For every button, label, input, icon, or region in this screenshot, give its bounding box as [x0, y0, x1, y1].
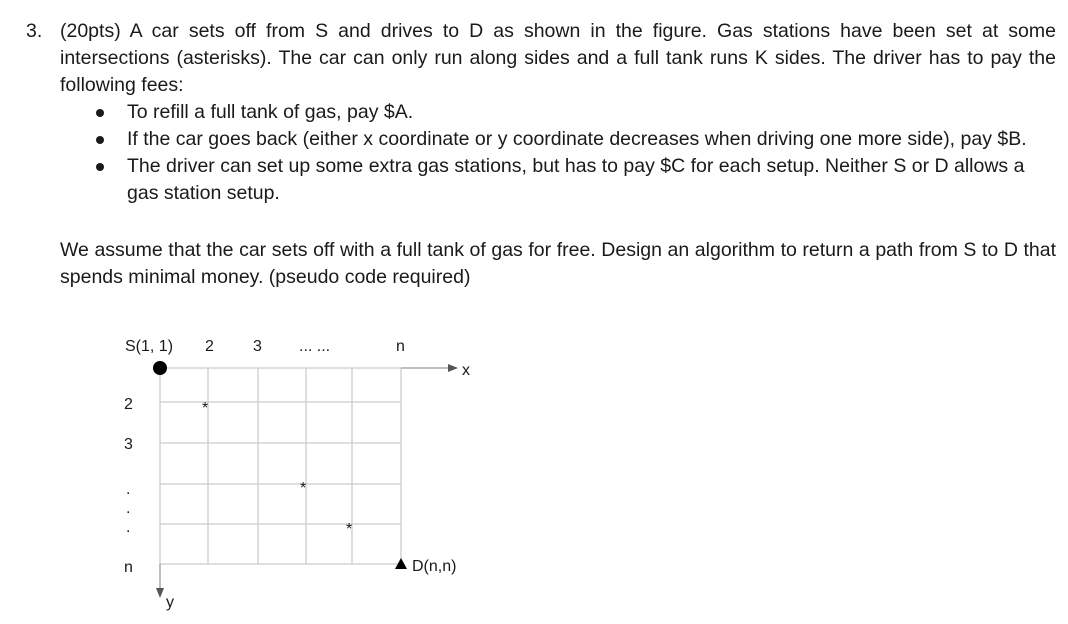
fee-item-text: If the car goes back (either x coordinate or y coordinate decreases when driving one more side), pay $B. [127, 128, 1027, 150]
question-closing: We assume that the car sets off with a full tank of gas for free. Design an algorithm to return a path from S to D that spends minimal money. (pseudo code required) [60, 239, 1056, 288]
start-point-marker [153, 361, 167, 375]
end-label: D(n,n) [412, 558, 457, 575]
left-labels [124, 396, 133, 576]
row-dot: . [126, 481, 131, 498]
gas-station-star-icon: * [300, 480, 307, 497]
x-axis [401, 362, 470, 379]
row-label: 2 [124, 396, 133, 413]
x-axis-arrow-icon [448, 364, 458, 372]
fee-item-text: The driver can set up some extra gas stations, but has to pay $C for each setup. Neither S or D allows a gas station setup. [127, 155, 1025, 204]
start-label: S(1, 1) [125, 338, 174, 355]
x-axis-label: x [462, 362, 470, 379]
y-axis-arrow-icon [156, 588, 164, 598]
y-axis [156, 564, 174, 611]
row-dot: . [126, 500, 131, 517]
question-number: 3. [26, 20, 43, 42]
gas-station-star-icon: * [346, 521, 353, 538]
grid-lines [160, 368, 401, 564]
column-label: 2 [205, 338, 214, 355]
row-dot: . [126, 519, 131, 536]
y-axis-label: y [166, 594, 174, 611]
row-label: n [124, 559, 133, 576]
question-intro: (20pts) A car sets off from S and drives to D as shown in the figure. Gas stations have been set at some intersections (asterisks). The car can only run along sides and a full tank runs K sides. The driver has to pay the following fees: [60, 20, 1056, 96]
column-label: 3 [253, 338, 262, 355]
gas-station-star-icon: * [202, 400, 209, 417]
gas-stations [202, 400, 352, 538]
row-label: 3 [124, 436, 133, 453]
column-label: n [396, 338, 405, 355]
fee-item-text: To refill a full tank of gas, pay $A. [127, 101, 414, 123]
top-labels [125, 338, 405, 355]
column-ellipsis: ... ... [299, 338, 331, 355]
